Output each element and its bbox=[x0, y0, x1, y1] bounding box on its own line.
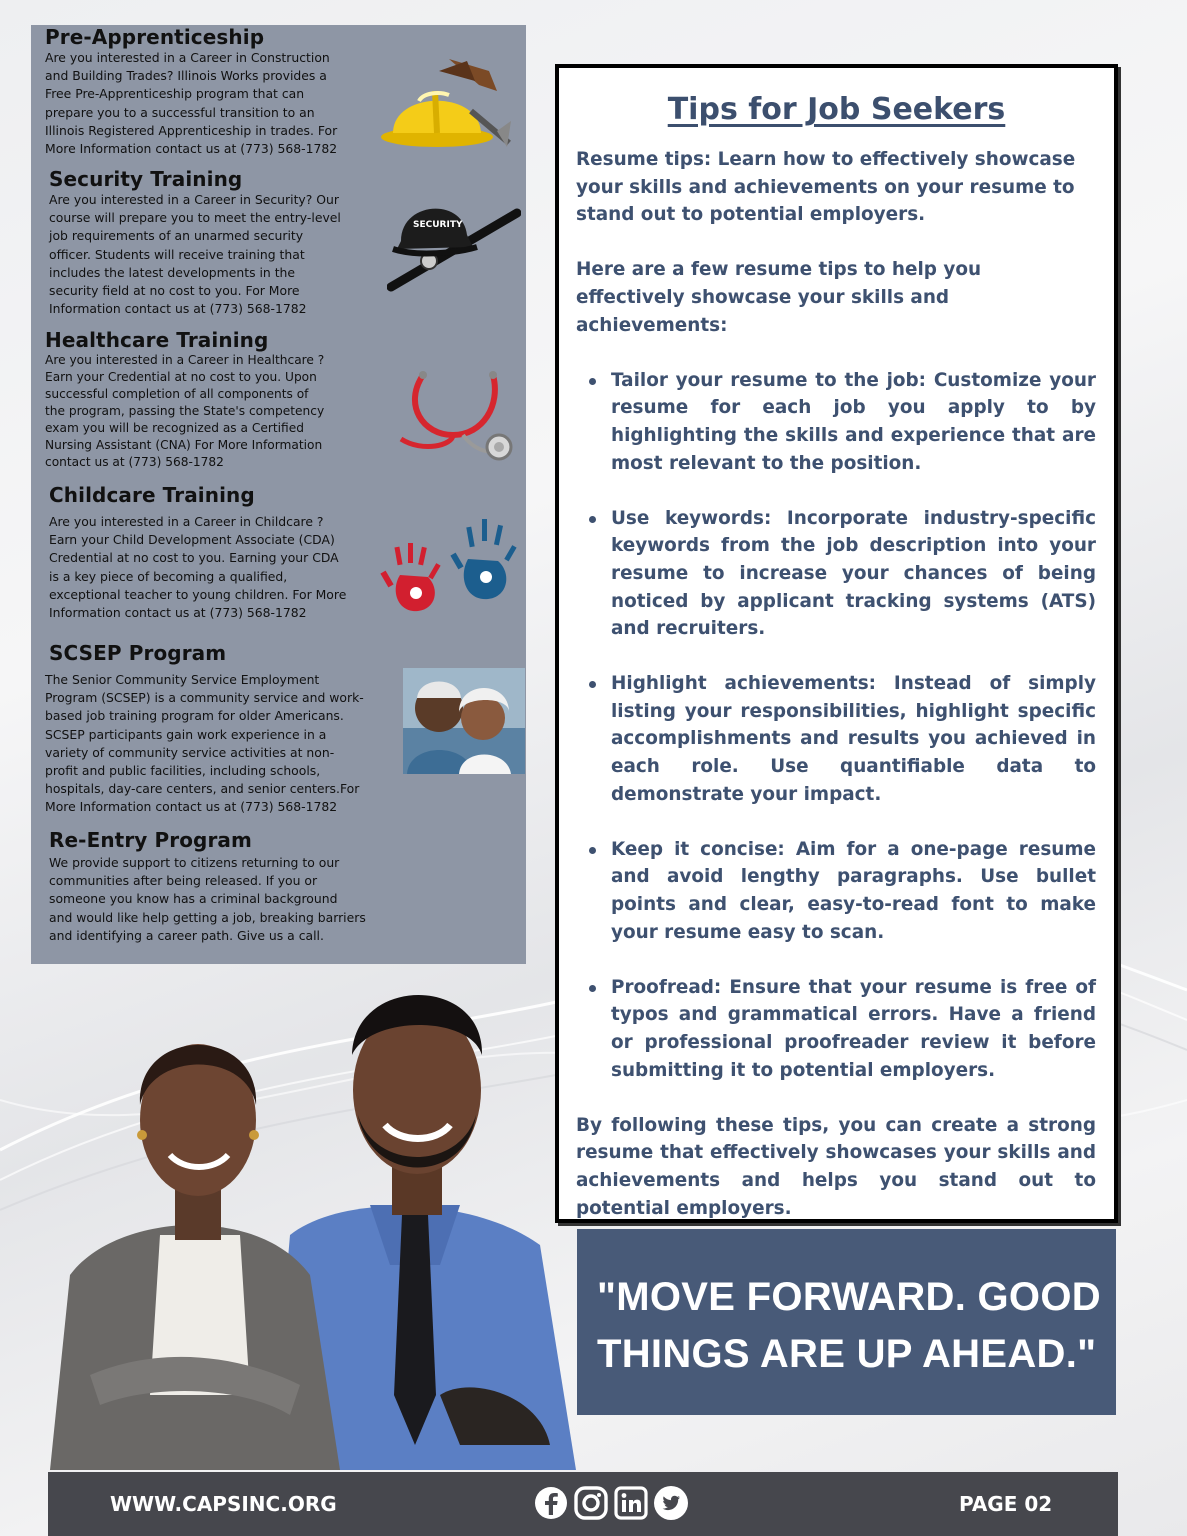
tip-item: Use keywords: Incorporate industry-specific keywords from the job description into your resume to increase your chances of being noticed by applicant tracking systems (ATS) and recruiters. bbox=[576, 505, 1096, 643]
program-pre-apprenticeship bbox=[45, 25, 337, 158]
hard-hat-icon bbox=[379, 51, 514, 151]
instagram-icon[interactable] bbox=[573, 1485, 609, 1521]
tips-intro-2: Here are a few resume tips to help you effectively showcase your skills and achievements: bbox=[576, 259, 982, 336]
facebook-icon[interactable] bbox=[533, 1485, 569, 1521]
program-description: Are you interested in a Career in Childcare ? Earn your Child Development Associate (CDA) Credential at no cost to you. Earning your CDA is a key piece of becoming a qualified, exceptional teacher to young children. For More Information contact us at (773) 568-1782 bbox=[49, 514, 347, 621]
tip-item: Tailor your resume to the job: Customize your resume for each job you apply to by highlighting the skills and experience that are most relevant to the position. bbox=[576, 367, 1096, 477]
tip-item: Keep it concise: Aim for a one-page resume and avoid lengthy paragraphs. Use bullet points and clear, easy-to-read font to make your resume easy to scan. bbox=[576, 836, 1096, 946]
program-description: The Senior Community Service Employment Program (SCSEP) is a community service and work- based job training program for older Americans. SCSEP participants gain work experience in a variety of community service activities at non- profit and public facilities, including schools, hospitals, day-care centers, and senior centers.For More Information contact us at (773) 568-1782 bbox=[45, 672, 364, 815]
program-description: Are you interested in a Career in Construction and Building Trades? Illinois Works provides a Free Pre-Apprenticeship program that can prepare you to a successful transition to an Illinois Registered Apprenticeship in trades. For More Information contact us at (773) 568-1782 bbox=[45, 50, 338, 157]
program-healthcare bbox=[45, 328, 324, 471]
program-scsep-body bbox=[45, 671, 364, 817]
program-security bbox=[49, 167, 341, 318]
programs-sidebar bbox=[31, 25, 526, 964]
program-re-entry bbox=[49, 828, 366, 945]
tips-intro: Resume tips: Learn how to effectively showcase your skills and achievements on your resume to stand out to potential employers. bbox=[576, 149, 1076, 226]
program-title: Re-Entry Program bbox=[49, 828, 252, 852]
security-cap-baton-icon bbox=[387, 191, 521, 293]
program-title: Security Training bbox=[49, 167, 243, 191]
program-description: Are you interested in a Career in Healthcare ? Earn your Credential at no cost to you. Upon successful completion of all components of the program, passing the State's competency exam you will be recognized as a Certified Nursing Assistant (CNA) For More Information contact us at (773) 568-1782 bbox=[45, 353, 325, 469]
program-title: Healthcare Training bbox=[45, 328, 269, 352]
footer bbox=[48, 1472, 1118, 1536]
tips-box bbox=[555, 64, 1118, 1223]
program-title: Childcare Training bbox=[49, 483, 255, 507]
website-link[interactable]: WWW.CAPSINC.ORG bbox=[110, 1492, 337, 1516]
social-links bbox=[533, 1485, 689, 1521]
program-description: Are you interested in a Career in Security? Our course will prepare you to meet the entry-level job requirements of an unarmed security officer. Students will receive training that includes the latest developments in the security field at no cost to you. For More Information contact us at (773) 568-1782 bbox=[49, 192, 341, 317]
stethoscope-icon bbox=[393, 365, 518, 465]
tips-closing: By following these tips, you can create a strong resume that effectively showcases your skills and achievements and helps you stand out to potential employers. bbox=[576, 1114, 1096, 1219]
quote-banner bbox=[577, 1229, 1116, 1415]
tips-list bbox=[576, 367, 1096, 1084]
program-childcare bbox=[49, 483, 346, 622]
program-description: We provide support to citizens returning to our communities after being released. If you or someone you know has a criminal background and would like help getting a job, breaking barriers and identifying a career path. Give us a call. bbox=[49, 855, 366, 943]
tips-body bbox=[576, 146, 1096, 1222]
linkedin-icon[interactable] bbox=[613, 1485, 649, 1521]
senior-couple-photo bbox=[403, 668, 525, 774]
tip-item: Proofread: Ensure that your resume is free of typos and grammatical errors. Have a friend or professional proofreader review it before submitting it to potential employers. bbox=[576, 974, 1096, 1084]
page-number: PAGE 02 bbox=[959, 1492, 1053, 1516]
quote-text: "MOVE FORWARD. GOOD THINGS ARE UP AHEAD." bbox=[597, 1275, 1101, 1376]
tips-title: Tips for Job Seekers bbox=[667, 92, 1006, 127]
program-title: SCSEP Program bbox=[49, 641, 227, 665]
program-scsep bbox=[49, 641, 226, 671]
handprints-icon bbox=[376, 513, 520, 623]
tip-item: Highlight achievements: Instead of simply listing your responsibilities, highlight specific accomplishments and results you achieved in each role. Use quantifiable data to demonstrate your impact. bbox=[576, 670, 1096, 808]
security-cap-label: SECURITY bbox=[413, 220, 463, 230]
job-seekers-photo bbox=[40, 975, 580, 1470]
program-title: Pre-Apprenticeship bbox=[45, 25, 265, 49]
twitter-icon[interactable] bbox=[653, 1485, 689, 1521]
